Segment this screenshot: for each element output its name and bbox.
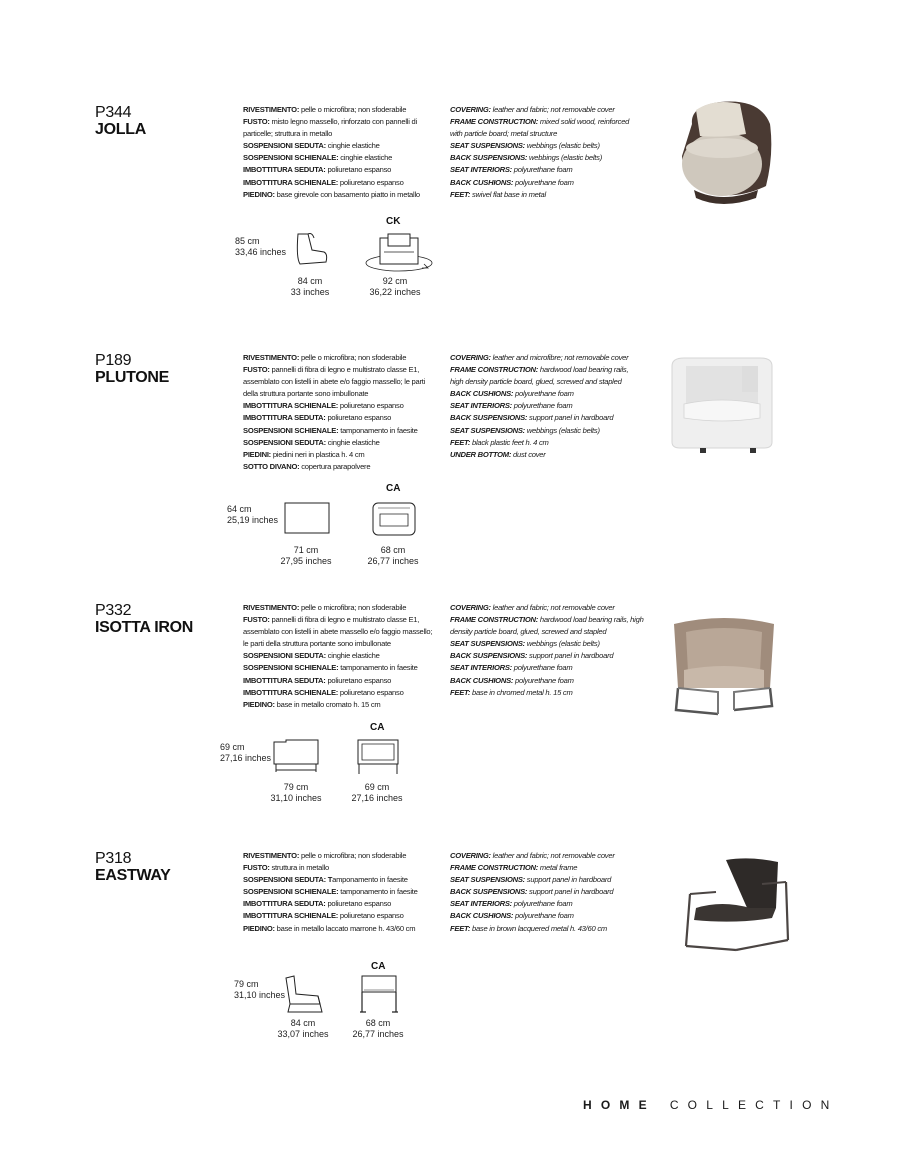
spec-line: PIEDINO: base girevole con basamento piatto in metallo (243, 189, 420, 199)
finish-code: CK (386, 216, 401, 227)
spec-line: IMBOTTITURA SEDUTA: poliuretano espanso (243, 899, 392, 909)
spec-line: FUSTO: misto legno massello, rinforzato con pannelli di (243, 117, 417, 127)
footer-brand (583, 1098, 839, 1112)
spec-line: COVERING: leather and microfibre; not removable cover (450, 353, 629, 362)
product-name: JOLLA (95, 121, 146, 138)
spec-line: SEAT SUSPENSIONS: support panel in hardboard (450, 875, 612, 885)
spec-line: le parti della struttura portante sono imbullonate (243, 639, 391, 649)
spec-line: della struttura portante sono imbullonate (243, 389, 369, 399)
spec-line: FUSTO: pannelli di fibra di legno e multistrato classe E1, (243, 615, 420, 625)
height-dimension: 69 cm 27,16 inches (220, 742, 272, 763)
footer-home: HOME (583, 1098, 656, 1112)
spec-line: SOSPENSIONI SEDUTA: cinghie elastiche (243, 651, 380, 661)
width-dimension: 84 cm 33 inches (290, 276, 330, 297)
height-dimension: 64 cm 25,19 inches (227, 504, 279, 525)
specs-english (450, 850, 650, 935)
spec-line: IMBOTTITURA SCHIENALE: poliuretano espanso (243, 911, 404, 921)
spec-line: FRAME CONSTRUCTION: mixed solid wood, reinforced (450, 117, 630, 127)
spec-line: SEAT INTERIORS: polyurethane foam (450, 165, 573, 175)
spec-line: PIEDINI: piedini neri in plastica h. 4 cm (243, 449, 365, 459)
depth-dimension: 92 cm 36,22 inches (369, 276, 421, 297)
depth-dimension: 68 cm 26,77 inches (367, 545, 419, 566)
spec-line: SOSPENSIONI SEDUTA: cinghie elastiche (243, 141, 380, 151)
spec-line: assemblato con listelli in abete massello e/o faggio massello; (243, 627, 433, 637)
spec-line: IMBOTTITURA SCHIENALE: poliuretano espanso (243, 687, 404, 697)
product-photo (676, 854, 796, 954)
spec-line: FUSTO: struttura in metallo (243, 863, 329, 873)
specs-italian (243, 850, 443, 935)
spec-line: BACK SUSPENSIONS: support panel in hardboard (450, 651, 614, 661)
spec-line: RIVESTIMENTO: pelle o microfibra; non sfoderabile (243, 105, 407, 114)
spec-line: PIEDINO: base in metallo laccato marrone h. 43/60 cm (243, 923, 416, 933)
finish-code: CA (370, 722, 385, 733)
front-view-sketch (364, 230, 434, 274)
spec-line: SOSPENSIONI SCHIENALE: tamponamento in faesite (243, 663, 418, 673)
front-view-sketch (372, 502, 416, 536)
product-code: P332 (95, 602, 132, 619)
spec-line: IMBOTTITURA SEDUTA: poliuretano espanso (243, 675, 392, 685)
spec-line: SOSPENSIONI SEDUTA: cinghie elastiche (243, 437, 380, 447)
specs-english (450, 352, 650, 461)
side-view-sketch (282, 974, 324, 1014)
spec-line: RIVESTIMENTO: pelle o microfibra; non sfoderabile (243, 851, 407, 860)
side-view-sketch (294, 228, 332, 268)
specs-italian (243, 602, 443, 711)
finish-code: CA (371, 961, 386, 972)
spec-line: UNDER BOTTOM: dust cover (450, 449, 546, 459)
spec-line: FEET: base in chromed metal h. 15 cm (450, 687, 573, 697)
spec-line: IMBOTTITURA SCHIENALE: poliuretano espanso (243, 177, 404, 187)
spec-line: SOSPENSIONI SEDUTA: Tamponamento in faesite (243, 875, 408, 885)
spec-line: COVERING: leather and fabric; not removable cover (450, 603, 615, 612)
spec-line: IMBOTTITURA SEDUTA: poliuretano espanso (243, 413, 392, 423)
spec-line: IMBOTTITURA SEDUTA: poliuretano espanso (243, 165, 392, 175)
spec-line: SOSPENSIONI SCHIENALE: tamponamento in faesite (243, 425, 418, 435)
product-code: P189 (95, 352, 132, 369)
spec-line: FRAME CONSTRUCTION: hardwood load bearing rails, high (450, 615, 644, 625)
spec-line: BACK CUSHIONS: polyurethane foam (450, 911, 574, 921)
spec-line: FEET: black plastic feet h. 4 cm (450, 437, 549, 447)
product-code: P344 (95, 104, 132, 121)
spec-line: RIVESTIMENTO: pelle o microfibra; non sfoderabile (243, 353, 407, 362)
spec-line: FEET: base in brown lacquered metal h. 43/60 cm (450, 923, 607, 933)
side-view-sketch (284, 502, 330, 534)
spec-line: density particle board, glued, screwed and stapled (450, 627, 607, 637)
product-photo (664, 352, 780, 462)
specs-english (450, 602, 650, 699)
spec-line: SOSPENSIONI SCHIENALE: cinghie elastiche (243, 153, 393, 163)
spec-line: BACK CUSHIONS: polyurethane foam (450, 389, 574, 399)
spec-line: SEAT SUSPENSIONS: webbings (elastic belts) (450, 425, 600, 435)
spec-line: RIVESTIMENTO: pelle o microfibra; non sfoderabile (243, 603, 407, 612)
specs-english (450, 104, 650, 201)
spec-line: FRAME CONSTRUCTION: hardwood load bearing rails, (450, 365, 629, 375)
finish-code: CA (386, 483, 401, 494)
spec-line: BACK CUSHIONS: polyurethane foam (450, 675, 574, 685)
spec-line: SEAT SUSPENSIONS: webbings (elastic belts) (450, 141, 600, 151)
depth-dimension: 69 cm 27,16 inches (351, 782, 403, 803)
spec-line: PIEDINO: base in metallo cromato h. 15 cm (243, 699, 381, 709)
product-photo (670, 94, 780, 209)
spec-line: IMBOTTITURA SCHIENALE: poliuretano espanso (243, 401, 404, 411)
front-view-sketch (356, 738, 400, 776)
product-photo (664, 610, 784, 720)
spec-line: SOTTO DIVANO: copertura parapolvere (243, 461, 371, 471)
spec-line: COVERING: leather and fabric; not removable cover (450, 851, 615, 860)
spec-line: BACK SUSPENSIONS: webbings (elastic belts) (450, 153, 602, 163)
product-name: ISOTTA IRON (95, 619, 194, 636)
depth-dimension: 68 cm 26,77 inches (352, 1018, 404, 1039)
spec-line: FEET: swivel flat base in metal (450, 189, 546, 199)
spec-line: with particle board; metal structure (450, 129, 558, 139)
spec-line: COVERING: leather and fabric; not removable cover (450, 105, 615, 114)
spec-line: BACK CUSHIONS: polyurethane foam (450, 177, 574, 187)
spec-line: particelle; struttura in metallo (243, 129, 333, 139)
spec-line: high density particle board, glued, screwed and stapled (450, 377, 622, 387)
height-dimension: 85 cm 33,46 inches (235, 236, 287, 257)
spec-line: SEAT INTERIORS: polyurethane foam (450, 663, 573, 673)
product-code: P318 (95, 850, 132, 867)
front-view-sketch (358, 974, 400, 1016)
spec-line: FRAME CONSTRUCTION: metal frame (450, 863, 578, 873)
spec-line: assemblato con listelli in abete e/o faggio massello; le parti (243, 377, 426, 387)
side-view-sketch (272, 738, 322, 774)
specs-italian (243, 352, 443, 473)
product-name: PLUTONE (95, 369, 170, 386)
width-dimension: 84 cm 33,07 inches (277, 1018, 329, 1039)
width-dimension: 71 cm 27,95 inches (280, 545, 332, 566)
spec-line: SEAT INTERIORS: polyurethane foam (450, 401, 573, 411)
spec-line: SEAT SUSPENSIONS: webbings (elastic belts) (450, 639, 600, 649)
spec-line: BACK SUSPENSIONS: support panel in hardboard (450, 887, 614, 897)
spec-line: SOSPENSIONI SCHIENALE: tamponamento in faesite (243, 887, 418, 897)
product-name: EASTWAY (95, 867, 171, 884)
spec-line: SEAT INTERIORS: polyurethane foam (450, 899, 573, 909)
width-dimension: 79 cm 31,10 inches (270, 782, 322, 803)
height-dimension: 79 cm 31,10 inches (234, 979, 286, 1000)
spec-line: BACK SUSPENSIONS: support panel in hardboard (450, 413, 614, 423)
specs-italian (243, 104, 443, 201)
spec-line: FUSTO: pannelli di fibra di legno e multistrato classe E1, (243, 365, 420, 375)
footer-collection: COLLECTION (669, 1098, 839, 1112)
